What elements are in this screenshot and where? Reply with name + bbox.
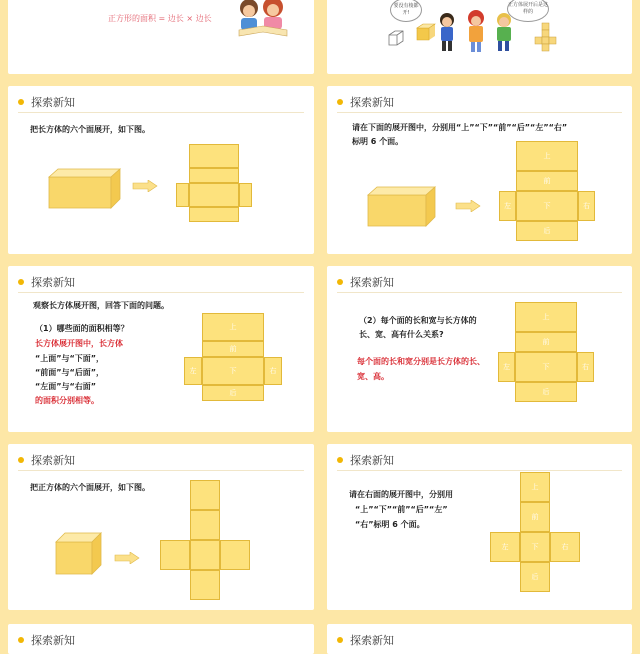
net-face-back: 后	[202, 385, 264, 401]
slide-header	[337, 632, 394, 648]
slide-header	[18, 274, 75, 290]
answer-line-5: 的面积分别相等。	[35, 396, 99, 405]
speech-bubble-1: 要没有棱都开!	[390, 0, 422, 22]
net-face-front: 前	[515, 332, 577, 352]
net-face-top: 上	[202, 313, 264, 341]
slide-title: 探索新知	[350, 276, 394, 289]
slide-4	[327, 86, 632, 254]
bullet-dot	[18, 637, 24, 643]
answer-line-4: “左面”与“右面”	[35, 382, 97, 391]
area-formula: 正方形的面积 = 边长 × 边长	[108, 14, 212, 23]
net-face-top: 上	[516, 141, 578, 171]
slide-header	[18, 632, 75, 648]
instruction-line-3: “右”标明 6 个面。	[355, 520, 425, 529]
cuboid-illustration	[48, 168, 122, 210]
question-line-1: （2）每个面的长和宽与长方体的	[359, 316, 477, 325]
slide-6	[327, 266, 632, 432]
cuboid-illustration	[367, 186, 437, 228]
slide-header	[18, 452, 75, 468]
bullet-dot	[337, 457, 343, 463]
net-face-back: 后	[515, 382, 577, 402]
slide-1	[8, 0, 314, 74]
net-face-left: 左	[498, 352, 515, 382]
net-face-bottom: 下	[520, 532, 550, 562]
net-face-bottom: 下	[515, 352, 577, 382]
speech-bubble-2: 正方体展开后是这样的	[507, 0, 549, 22]
net-face-left: 左	[490, 532, 520, 562]
arrow-right-icon	[114, 552, 140, 564]
net-face-top: 上	[520, 472, 550, 502]
net-face-right: 右	[577, 352, 594, 382]
bullet-dot	[18, 99, 24, 105]
cube-net-icon	[533, 22, 559, 56]
arrow-right-icon	[455, 200, 481, 212]
slide-title: 探索新知	[31, 634, 75, 647]
question-line-2: 长、宽、高有什么关系?	[359, 330, 444, 339]
net-face-front: 前	[516, 171, 578, 191]
slide-2	[327, 0, 632, 74]
net-face-left: 左	[184, 357, 202, 385]
cube-illustration	[55, 532, 103, 576]
net-face-front: 前	[202, 341, 264, 357]
slide-3	[8, 86, 314, 254]
bullet-dot	[18, 279, 24, 285]
arrow-right-icon	[132, 180, 158, 192]
answer-line-2: “上面”与“下面”，	[35, 354, 105, 363]
instruction-line-2: “上”“下”“前”“后”“左”	[355, 505, 448, 514]
instruction-line-1: 请在下面的展开图中，分别用“上”“下”“前”“后”“左”“右”	[352, 123, 568, 132]
children-reading-illustration	[233, 0, 293, 40]
slide-header	[337, 452, 394, 468]
bullet-dot	[337, 637, 343, 643]
answer-line-1: 长方体展开图中，长方体	[35, 339, 123, 348]
instruction-text: 把正方体的六个面展开，如下图。	[30, 483, 150, 492]
slide-title: 探索新知	[31, 96, 75, 109]
net-face-right: 右	[550, 532, 580, 562]
slide-title: 探索新知	[350, 454, 394, 467]
net-face-top: 上	[515, 302, 577, 332]
answer-line-3: “前面”与“后面”，	[35, 368, 105, 377]
answer-line-2: 宽、高。	[357, 372, 389, 381]
instruction-line-2: 标明 6 个面。	[352, 137, 404, 146]
net-face-left: 左	[499, 191, 516, 221]
answer-line-1: 每个面的长和宽分别是长方体的长、	[357, 357, 485, 366]
slide-title: 探索新知	[350, 96, 394, 109]
slide-8	[327, 444, 632, 610]
net-face-bottom: 下	[202, 357, 264, 385]
intro-text: 观察长方体展开图，回答下面的问题。	[33, 301, 169, 310]
net-face-back: 后	[516, 221, 578, 241]
net-face-bottom: 下	[516, 191, 578, 221]
net-face-front: 前	[520, 502, 550, 532]
cube-sketch-icon	[387, 29, 405, 47]
slide-title: 探索新知	[31, 276, 75, 289]
question-1: （1）哪些面的面积相等？	[35, 324, 129, 333]
instruction-line-1: 请在右面的展开图中，分别用	[349, 490, 453, 499]
slide-header	[18, 94, 75, 110]
slide-10	[327, 624, 632, 654]
slide-header	[337, 274, 394, 290]
slide-title: 探索新知	[31, 454, 75, 467]
slide-5	[8, 266, 314, 432]
bullet-dot	[337, 279, 343, 285]
slide-title: 探索新知	[350, 634, 394, 647]
net-face-right: 右	[264, 357, 282, 385]
slide-7	[8, 444, 314, 610]
net-face-right: 右	[578, 191, 595, 221]
bullet-dot	[337, 99, 343, 105]
slide-header	[337, 94, 394, 110]
bullet-dot	[18, 457, 24, 463]
kids-cheering-illustration	[432, 6, 522, 62]
net-face-back: 后	[520, 562, 550, 592]
instruction-text: 把长方体的六个面展开，如下图。	[30, 125, 150, 134]
slide-9	[8, 624, 314, 654]
